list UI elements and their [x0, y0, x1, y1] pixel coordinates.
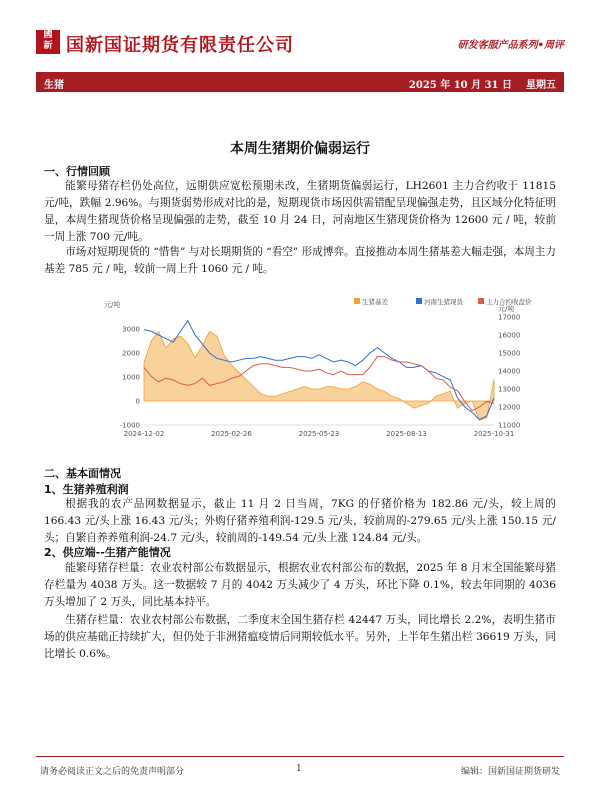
- paragraph-basis: 市场对短期现货的 “惜售” 与对长期期货的 “看空” 形成博弈。直接推动本周生猪基差大幅走强，本周主力基差 785 元 / 吨，较前一周上升 1060 元 / 吨。: [44, 246, 556, 275]
- footer-divider: [36, 756, 564, 757]
- paragraph-profit: 根据我的农产品网数据显示，截止 11 月 2 日当周，7KG 的仔猪价格为 182.86 元/头，较上周的 166.43 元/头上涨 16.43 元/头；外购仔猪养殖利润-129.5 元/头，较前周的-279.65 元/头上涨 150.15 元/头；自繁自养养殖利润-24.7 元/头，较前周的-149.54 元/头上涨 124.84 元/头。: [44, 498, 556, 544]
- left-tick-label: 1000: [122, 373, 140, 382]
- right-tick-label: 11000: [498, 421, 521, 430]
- left-tick-label: 2000: [122, 349, 140, 358]
- section-heading-2: 二、基本面情况: [44, 467, 121, 480]
- legend-label: 主力合约收盘价: [486, 298, 532, 306]
- category-label: 生猪: [44, 80, 64, 91]
- right-tick-label: 13000: [498, 385, 521, 394]
- paragraph-sow-inventory: 能繁母猪存栏量：农业农村部公布数据显示，根据农业农村部公布的数据，2025 年 8 月末全国能繁母猪存栏量为 4038 万头。这一数据较 7 月的 4042 万头减少了 4 万头，环比下降 0.1%，较去年同期的 4036 万头增加了 2 万头，同比基本持平。: [44, 562, 556, 608]
- x-tick-label: 2025-02-26: [211, 430, 252, 438]
- category-band: [36, 72, 564, 92]
- page-number: 1: [296, 764, 302, 774]
- report-date: [395, 76, 556, 91]
- paragraph-market-review: 能繁母猪存栏仍处高位，远期供应宽松预期未改，生猪期货偏弱运行，LH2601 主力合约收于 11815 元/吨，跌幅 2.96%。与期货弱势形成对比的是，短期现货市场因供需错配呈现偏强走势，且区域分化特征明显，本周生猪现货价格呈现偏强的走势，截至 10 月 24 日，河南地区生猪现货价格为 12600 元 / 吨，较前一周上涨 700 元/吨。: [44, 180, 556, 243]
- price-chart-svg: [104, 295, 534, 447]
- section-heading-1: 一、行情回顾: [44, 165, 110, 178]
- company-logo: 國 新: [36, 30, 60, 54]
- right-tick-label: 17000: [498, 313, 521, 322]
- right-tick-label: 14000: [498, 367, 521, 376]
- legend-swatch: [354, 298, 360, 304]
- page-header: [36, 30, 564, 54]
- footer-editor: 编辑：国新国证期货研发: [460, 767, 560, 777]
- right-axis-unit: 元/吨: [498, 305, 515, 313]
- subheading-profit: 1、生猪养殖利润: [44, 483, 129, 496]
- x-tick-label: 2024-12-02: [123, 430, 165, 438]
- left-axis-unit: 元/吨: [104, 301, 121, 309]
- legend-label: 河南生猪现货: [424, 298, 463, 306]
- right-tick-label: 15000: [498, 349, 521, 358]
- company-name: 国新国证期货有限责任公司: [66, 35, 294, 56]
- subheading-supply: 2、供应端--生猪产能情况: [44, 546, 171, 559]
- x-tick-label: 2025-08-13: [386, 430, 427, 438]
- date-text: 2025 年 10 月 31 日: [408, 80, 512, 91]
- left-tick-label: -1000: [119, 421, 140, 430]
- x-tick-label: 2025-10-31: [473, 430, 515, 438]
- report-title: 本周生猪期价偏弱运行: [230, 141, 370, 157]
- legend-swatch: [416, 298, 422, 304]
- right-tick-label: 12000: [498, 403, 521, 412]
- price-chart: [104, 295, 534, 447]
- legend-swatch: [478, 298, 484, 304]
- left-tick-label: 3000: [122, 325, 140, 334]
- x-tick-label: 2025-05-23: [298, 430, 340, 438]
- right-tick-label: 16000: [498, 331, 521, 340]
- weekday-text: 星期五: [526, 80, 556, 91]
- paragraph-hog-inventory: 生猪存栏量：农业农村部公布数据，二季度末全国生猪存栏 42447 万头，同比增长 2.2%，表明生猪市场的供应基础正持续扩大，但仍处于非洲猪瘟疫情后同期较低水平。另外，上半年生猪出栏 36619 万头，同比增长 0.6%。: [44, 614, 556, 660]
- left-tick-label: 0: [135, 397, 140, 406]
- footer-disclaimer: 请务必阅读正文之后的免责声明部分: [40, 767, 185, 777]
- report-series: 研发客服产品系列•周评: [457, 40, 564, 51]
- legend-label: 生猪基差: [362, 298, 388, 306]
